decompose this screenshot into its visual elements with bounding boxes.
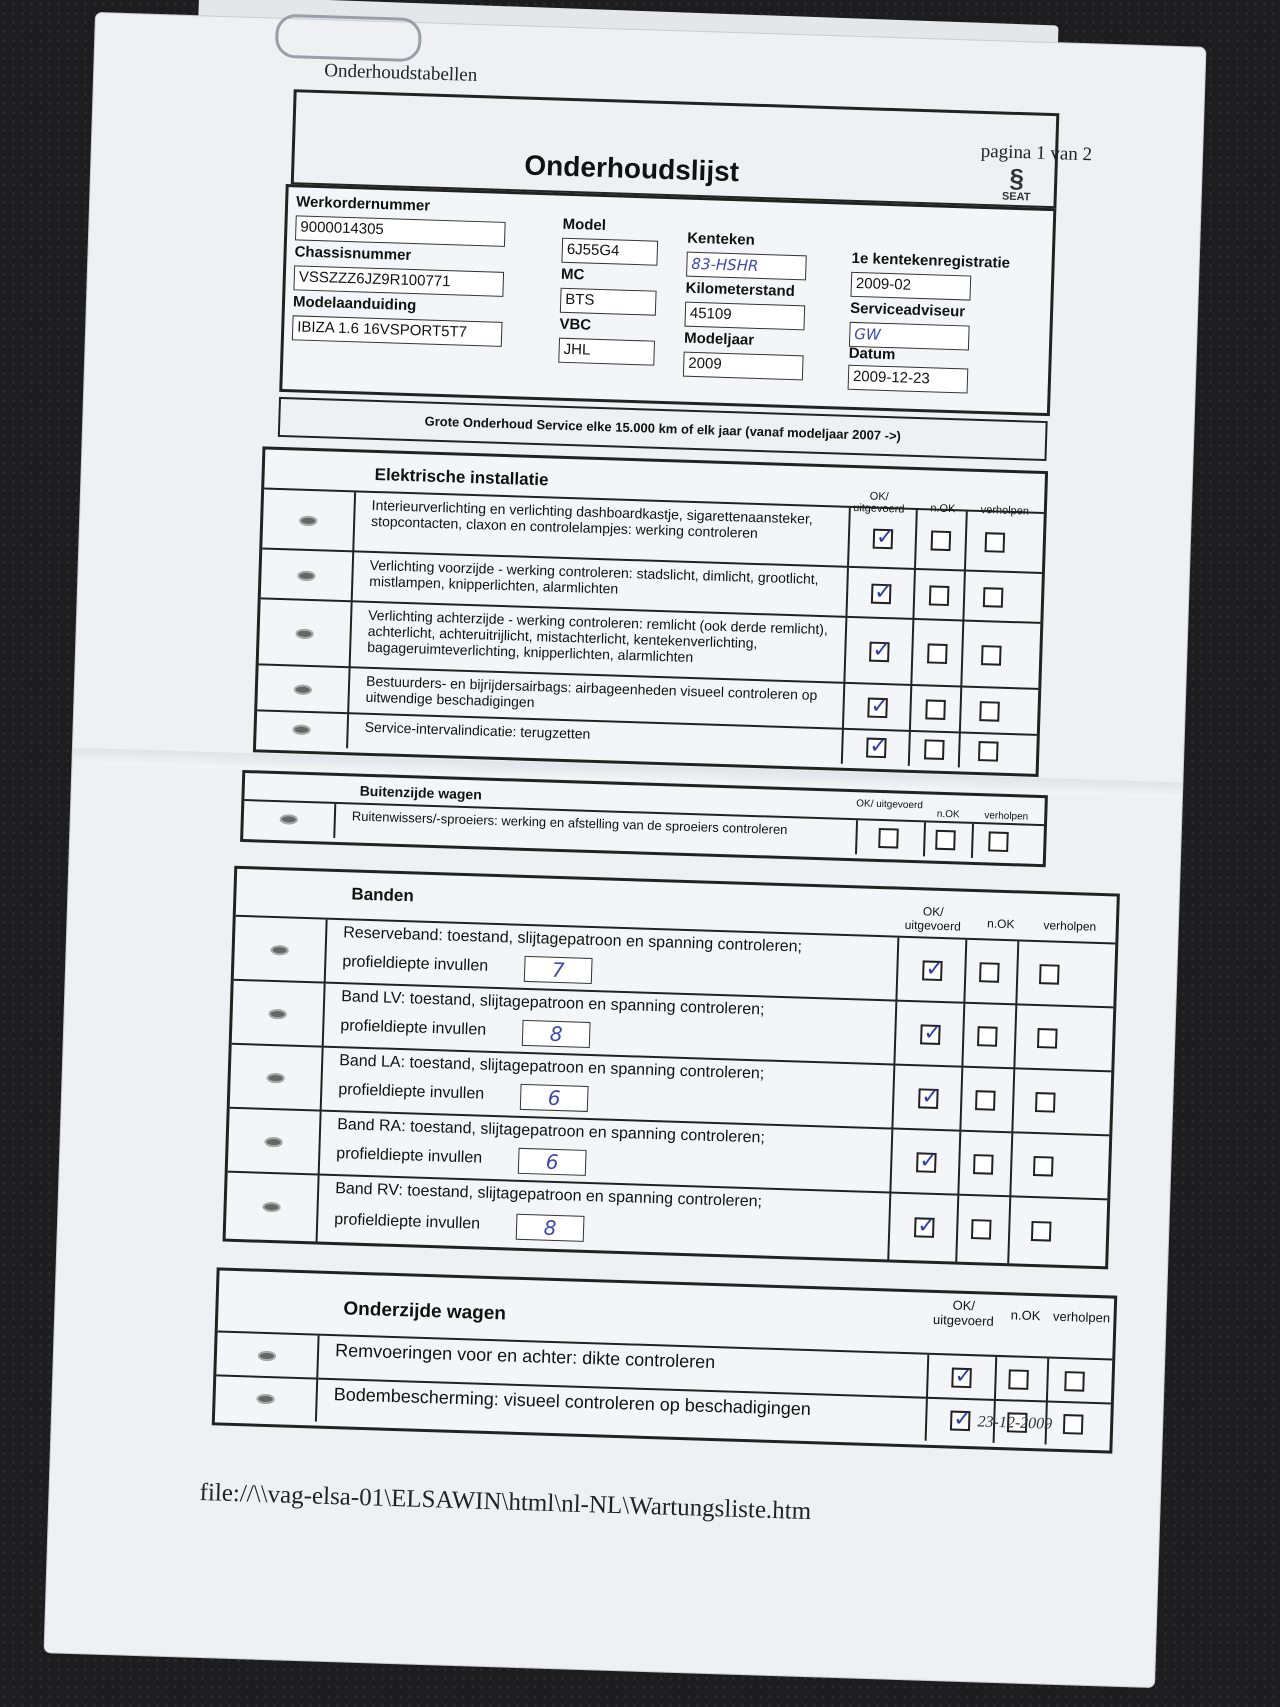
modelaanduiding-label: Modelaanduiding (292, 293, 417, 315)
row-description: Bodembescherming: visueel controleren op beschadigingen (333, 1384, 812, 1420)
column-divider (961, 1004, 965, 1068)
mc-label: MC (560, 265, 585, 284)
verholpen-checkbox[interactable] (985, 532, 1006, 553)
service-banner-text: Grote Onderhoud Service elke 15.000 km of elk jaar (vanaf modeljaar 2007 ->) (424, 413, 902, 444)
header-title: Onderhoudstabellen (324, 60, 478, 86)
section-buitenzijde-title: Buitenzijde wagen (359, 782, 483, 803)
row-description: Band RV: toestand, slijtagepatroon en spanning controleren; (334, 1180, 763, 1211)
col-verholpen: verholpen (1052, 1308, 1111, 1326)
column-divider (909, 686, 912, 732)
verholpen-checkbox[interactable] (983, 587, 1004, 608)
eye-icon (256, 1394, 274, 1405)
eye-cell (230, 1045, 324, 1112)
ok-checkbox[interactable] (867, 698, 888, 719)
vehicle-info (279, 184, 1056, 416)
datum-label: Datum (848, 344, 896, 364)
column-divider (955, 1196, 959, 1262)
ok-checkbox[interactable] (920, 1024, 941, 1045)
ok-checkbox[interactable] (873, 529, 894, 550)
column-divider (1015, 941, 1019, 1005)
eye-icon (271, 945, 289, 956)
profieldiepte-input[interactable]: 6 (518, 1148, 587, 1176)
column-divider (843, 618, 847, 684)
verholpen-checkbox[interactable] (1031, 1221, 1052, 1242)
eye-icon (295, 629, 313, 640)
serviceadviseur-label: Serviceadviseur (849, 299, 966, 321)
column-divider (914, 510, 918, 570)
column-divider (957, 1132, 961, 1196)
column-divider (847, 508, 851, 568)
nok-checkbox[interactable] (979, 962, 1000, 983)
section-banden-title: Banden (351, 884, 415, 906)
nok-checkbox[interactable] (935, 830, 956, 851)
profieldiepte-input[interactable]: 8 (522, 1020, 591, 1048)
kilometerstand-value: 45109 (684, 302, 805, 331)
eye-icon (292, 725, 310, 736)
verholpen-checkbox[interactable] (1037, 1028, 1058, 1049)
col-verholpen: verholpen (984, 810, 1029, 823)
column-divider (908, 732, 911, 766)
eye-cell (228, 1109, 322, 1176)
nok-checkbox[interactable] (931, 530, 952, 551)
row-description: Band LA: toestand, slijtagepatroon en spanning controleren; (338, 1052, 765, 1083)
verholpen-checkbox[interactable] (979, 701, 1000, 722)
maintenance-sheet (45, 13, 1206, 1687)
column-divider (1013, 1005, 1017, 1069)
nok-checkbox[interactable] (929, 585, 950, 606)
col-nok: n.OK (936, 808, 960, 821)
page-title: Onderhoudslijst (523, 149, 740, 188)
depth-label: profieldiepte invullen (338, 1081, 485, 1103)
profieldiepte-input[interactable]: 6 (520, 1084, 589, 1112)
seat-logo: § SEAT (1001, 162, 1031, 204)
werkordernummer-label: Werkordernummer (295, 193, 431, 215)
verholpen-checkbox[interactable] (1039, 964, 1060, 985)
column-divider (925, 1399, 928, 1441)
file-path: file://\\vag-elsa-01\ELSAWIN\html\nl-NL\Wartungsliste.htm (199, 1478, 812, 1526)
column-divider (994, 1357, 997, 1401)
eye-cell (262, 489, 356, 552)
ok-checkbox[interactable] (916, 1152, 937, 1173)
ok-checkbox[interactable] (950, 1411, 971, 1432)
nok-checkbox[interactable] (927, 643, 948, 664)
col-verholpen: verholpen (1043, 918, 1097, 934)
eye-icon (280, 814, 298, 825)
depth-label: profieldiepte invullen (340, 1017, 487, 1039)
column-divider (962, 572, 966, 622)
eye-cell (243, 801, 336, 838)
column-divider (855, 820, 858, 854)
row-description: Verlichting achterzijde - werking controleren: remlicht (ook derde remlicht), achterlicht, achteruitrijlicht, mistachterlicht, kentekenverlichting, bagageruimteverlichting, knipperlichten, alarmlichten (367, 606, 829, 666)
nok-checkbox[interactable] (971, 1219, 992, 1240)
eye-icon (294, 685, 312, 696)
ok-checkbox[interactable] (871, 584, 892, 605)
eye-icon (269, 1009, 287, 1020)
column-divider (926, 1355, 929, 1399)
column-divider (959, 687, 962, 733)
col-ok: OK/ uitgevoerd (932, 1297, 994, 1329)
profieldiepte-input[interactable]: 7 (524, 956, 593, 984)
eye-icon (264, 1137, 282, 1148)
column-divider (910, 620, 914, 686)
column-headers (929, 1297, 1114, 1329)
row-description: Band LV: toestand, slijtagepatroon en spanning controleren; (340, 988, 765, 1019)
column-divider (971, 824, 974, 858)
col-verholpen: verholpen (980, 504, 1030, 518)
ok-checkbox[interactable] (918, 1088, 939, 1109)
column-divider (845, 568, 849, 618)
nok-checkbox[interactable] (925, 699, 946, 720)
eye-cell (261, 549, 355, 602)
kenteken-label: Kenteken (686, 229, 756, 249)
row-description: Reserveband: toestand, slijtagepatroon en spanning controleren; (342, 924, 803, 956)
model-value: 6J55G4 (561, 238, 658, 266)
column-divider (842, 684, 845, 730)
verholpen-checkbox[interactable] (1064, 1371, 1085, 1392)
eye-cell (226, 1173, 320, 1242)
paperclip (275, 14, 422, 63)
column-divider (958, 733, 961, 767)
eye-cell (215, 1376, 318, 1421)
eye-icon (262, 1202, 280, 1213)
eye-cell (259, 599, 353, 668)
nok-checkbox[interactable] (975, 1090, 996, 1111)
section-onderzijde-title: Onderzijde wagen (343, 1298, 507, 1325)
mc-value: BTS (560, 288, 657, 316)
serviceadviseur-value: GW (849, 322, 970, 351)
vbc-value: JHL (558, 338, 655, 366)
col-ok: OK/ uitgevoerd (904, 904, 961, 934)
section-elektrisch-title: Elektrische installatie (374, 464, 549, 490)
col-nok: n.OK (986, 916, 1015, 932)
eye-cell (234, 917, 328, 984)
column-headers (896, 904, 1116, 934)
nok-checkbox[interactable] (1008, 1369, 1029, 1390)
verholpen-checkbox[interactable] (981, 645, 1002, 666)
section-banden (223, 866, 1120, 1270)
column-divider (959, 1068, 963, 1132)
row-description: Interieurverlichting en verlichting dashboardkastje, sigarettenaansteker, stopcontacten, claxon en controlelampjes: werking controleren (370, 496, 814, 542)
column-divider (1046, 1359, 1049, 1403)
column-divider (1007, 1197, 1011, 1263)
column-divider (1011, 1069, 1015, 1133)
nok-checkbox[interactable] (977, 1026, 998, 1047)
section-elektrisch (253, 446, 1048, 777)
verholpen-checkbox[interactable] (978, 741, 999, 762)
verholpen-checkbox[interactable] (1033, 1156, 1054, 1177)
modeljaar-value: 2009 (683, 352, 804, 381)
verholpen-checkbox[interactable] (1035, 1092, 1056, 1113)
depth-label: profieldiepte invullen (342, 953, 489, 975)
kenteken-value: 83-HSHR (686, 252, 807, 281)
modelaanduiding-value: IBIZA 1.6 16VSPORT5T7 (292, 315, 503, 347)
registratie-label: 1e kentekenregistratie (851, 249, 1011, 272)
column-divider (923, 822, 926, 856)
ok-checkbox[interactable] (878, 828, 899, 849)
profieldiepte-input[interactable]: 8 (516, 1214, 585, 1242)
column-headers (844, 490, 1044, 518)
row-description: Remvoeringen voor en achter: dikte controleren (334, 1340, 716, 1373)
nok-checkbox[interactable] (973, 1154, 994, 1175)
vbc-label: VBC (559, 315, 592, 334)
chassisnummer-label: Chassisnummer (294, 243, 412, 264)
print-date: 23-12-2009 (977, 1413, 1053, 1433)
col-nok: n.OK (1010, 1307, 1041, 1324)
werkordernummer-value: 9000014305 (295, 215, 506, 247)
row-description: Bestuurders- en bijrijdersairbags: airbageenheden visueel controleren op uitwendige beschadigingen (365, 672, 818, 711)
verholpen-checkbox[interactable] (1063, 1414, 1084, 1435)
eye-cell (216, 1332, 319, 1379)
col-ok: OK/ uitgevoerd (856, 798, 924, 812)
nok-checkbox[interactable] (924, 739, 945, 760)
row-description: Verlichting voorzijde - werking controleren: stadslicht, dimlicht, grootlicht, mistlampen, knipperlichten, alarmlichten (369, 556, 819, 597)
eye-icon (297, 571, 315, 582)
eye-icon (299, 516, 317, 527)
page-number: pagina 1 van 2 (980, 140, 1093, 166)
row-description: Band RA: toestand, slijtagepatroon en spanning controleren; (336, 1116, 766, 1147)
kilometerstand-label: Kilometerstand (685, 279, 796, 301)
ok-checkbox[interactable] (951, 1368, 972, 1389)
column-divider (964, 512, 968, 572)
row-description: Ruitenwissers/-sproeiers: werking en afstelling van de sproeiers controleren (351, 808, 788, 838)
depth-label: profieldiepte invullen (336, 1145, 483, 1167)
eye-cell (232, 981, 326, 1048)
chassisnummer-value: VSSZZZ6JZ9R100771 (293, 265, 504, 297)
datum-value: 2009-12-23 (848, 365, 969, 394)
eye-icon (267, 1073, 285, 1084)
depth-label: profieldiepte invullen (333, 1211, 481, 1233)
ok-checkbox[interactable] (866, 738, 887, 759)
col-nok: n.OK (930, 502, 956, 516)
eye-cell (256, 711, 349, 748)
column-divider (1009, 1133, 1013, 1197)
eye-icon (258, 1351, 276, 1362)
column-headers (855, 798, 1045, 823)
model-label: Model (562, 215, 607, 235)
verholpen-checkbox[interactable] (988, 831, 1009, 852)
col-ok: OK/ uitgevoerd (852, 490, 905, 516)
ok-checkbox[interactable] (869, 642, 890, 663)
column-divider (963, 940, 967, 1004)
column-divider (960, 621, 964, 687)
ok-checkbox[interactable] (914, 1217, 935, 1238)
registratie-value: 2009-02 (850, 272, 971, 301)
modeljaar-label: Modeljaar (683, 329, 755, 349)
column-divider (841, 730, 844, 764)
row-description: Service-intervalindicatie: terugzetten (364, 718, 591, 742)
eye-cell (257, 665, 350, 714)
column-divider (912, 570, 916, 620)
ok-checkbox[interactable] (922, 960, 943, 981)
